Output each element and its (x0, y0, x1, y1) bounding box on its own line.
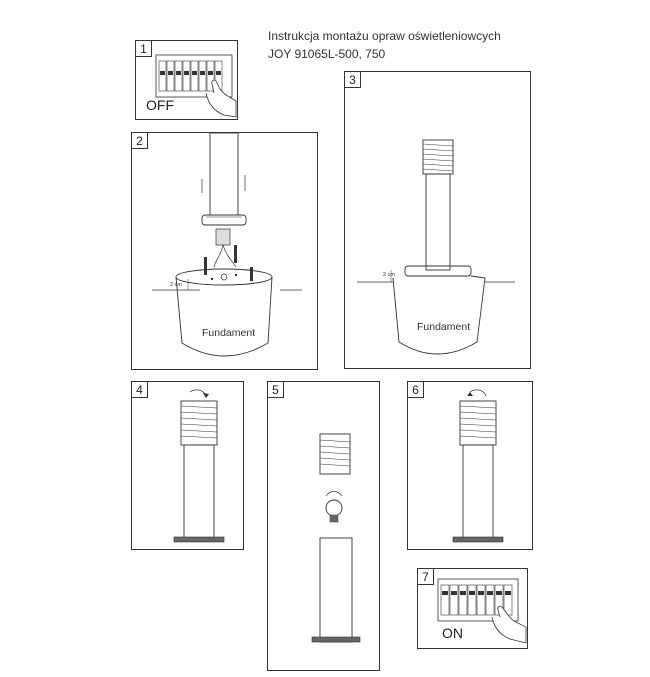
step-number: 3 (344, 71, 361, 88)
unscrew-head-illustration (132, 382, 245, 551)
step-number: 6 (407, 381, 424, 398)
step-2-panel (131, 132, 318, 370)
title-line-2: JOY 91065L-500, 750 (268, 47, 386, 61)
circuit-breaker-illustration (418, 569, 529, 650)
on-label: ON (442, 625, 463, 641)
step-number: 7 (417, 568, 434, 585)
dimension-label: 2 cm (170, 282, 182, 288)
step-7-panel (417, 568, 528, 649)
step-5-panel (267, 381, 380, 671)
dimension-label: 2 cm (383, 272, 395, 278)
replace-bulb-illustration (268, 382, 381, 672)
off-label: OFF (146, 97, 174, 113)
foundation-label: Fundament (417, 321, 471, 333)
step-1-panel (135, 40, 238, 120)
title-line-1: Instrukcja montażu opraw oświetleniowcych (268, 29, 501, 43)
step-number: 5 (267, 381, 284, 398)
foundation-label: Fundament (202, 327, 256, 339)
step-number: 4 (131, 381, 148, 398)
step-number: 2 (131, 132, 148, 149)
step-4-panel (131, 381, 244, 550)
step-3-panel (344, 71, 531, 369)
mount-head-illustration (408, 382, 534, 551)
step-number: 1 (135, 40, 152, 57)
instruction-title (268, 27, 501, 63)
step-6-panel (407, 381, 533, 550)
